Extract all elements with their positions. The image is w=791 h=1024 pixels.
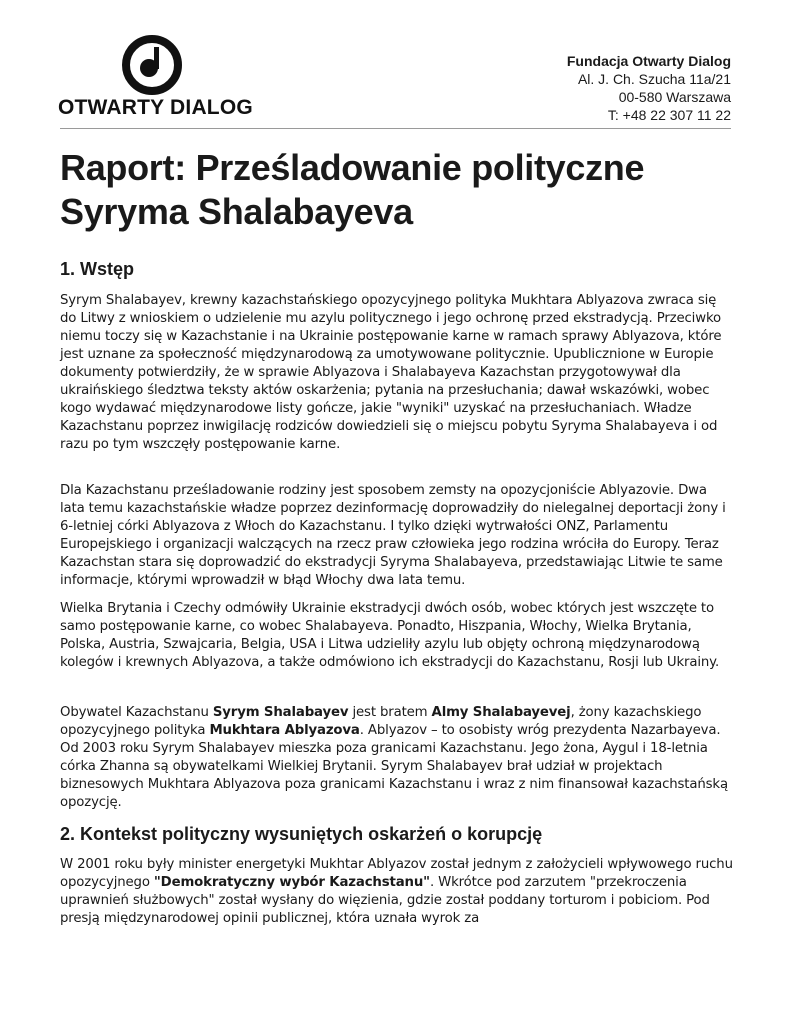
name-syrym-shalabayev: Syrym Shalabayev	[212, 705, 349, 720]
section-heading-introduction: 1. Wstęp	[60, 259, 135, 279]
report-title: Raport: Prześladowanie polityczne Syryma Shalabayeva	[60, 147, 645, 232]
section-heading-political-context: 2. Kontekst polityczny wysuniętych oskarżeń o korupcję	[60, 824, 543, 844]
header-divider	[60, 128, 731, 129]
paragraph-intro-3: Wielka Brytania i Czechy odmówiły Ukrainie ekstradycji dwóch osób, wobec których jest wszczęte to samo postępowanie karne, co wobec Shalabayeva. Ponadto, Hiszpania, Włochy, Wielka Brytania, Polska, Austria, Szwajcaria, Belgia, USA i Litwa udzieliły azylu lub objęty ochroną międzynarodową kolegów i krewnych Ablyazova, a także odmówiono ich ekstradycji do Kazachstanu, Rosji lub Ukrainy.	[60, 601, 720, 670]
address-city: 00-580 Warszawa	[618, 89, 731, 105]
paragraph-intro-4: Obywatel Kazachstanu Syrym Shalabayev jest bratem Almy Shalabayevej, żony kazachskiego opozycyjnego polityka Mukhtara Ablyazova. Ablyazov – to osobisty wróg prezydenta Nazarbayeva. Od 2003 roku Syrym Shalabayev mieszka poza granicami Kazachstanu. Jego żona, Aygul i 18-letnia córka Zhanna są obywatelkami Wielkiej Brytanii. Syrym Shalabayev brał udział w projektach biznesowych Mukhtara Ablyazova poza granicami Kazachstanu i wraz z nim finansował kazachstańską opozycję.	[60, 705, 728, 810]
logo-mark-icon	[121, 34, 183, 96]
paragraph-intro-1: Syrym Shalabayev, krewny kazachstańskiego opozycyjnego polityka Mukhtara Ablyazova zwraca się do Litwy z wnioskiem o udzielenie mu azylu politycznego i jego ochronę przed ekstradycją. Przeciwko niemu toczy się w Kazachstanie i na Ukrainie postępowanie karne w ramach sprawy Ablyazova, które jest uznane za społeczność międzynarodową za umotywowane politycznie. Upublicznione w Europie dokumenty potwierdziły, że w sprawie Ablyazova i Shalabayeva Kazachstan przygotowywał dla ukraińskiego śledztwa teksty aktów oskarżenia; pytania na przesłuchania; dawał wskazówki, wobec kogo wydawać międzynarodowe listy gończe, jakie "wyniki" uzyskać na przesłuchaniach. Władze Kazachstanu poprzez inwigilację rodziców dowiedzieli się o miejscu pobytu Syryma Shalabayeva i od razu po tym wszczęły postępowanie karne.	[60, 293, 722, 452]
address-street: Al. J. Ch. Szucha 11a/21	[577, 71, 731, 87]
logo-wordmark: OTWARTY DIALOG	[58, 96, 253, 119]
phone-number: T: +48 22 307 11 22	[607, 107, 731, 123]
logo	[58, 34, 253, 124]
org-name: Fundacja Otwarty Dialog	[566, 53, 731, 69]
organization-address	[567, 52, 731, 124]
paragraph-intro-2: Dla Kazachstanu prześladowanie rodziny jest sposobem zemsty na opozycjoniście Ablyazovie. Dwa lata temu kazachstańskie władze poprzez dezinformację doprowadziły do nielegalnej deportacji żony i 6-letniej córki Ablyazova z Włoch do Kazachstanu. I tylko dzięki wytrwałości ONZ, Parlamentu Europejskiego i organizacji walczących na rzecz praw człowieka jego rodzina wróciła do Europy. Teraz Kazachstan stara się doprowadzić do ekstradycji Syryma Shalabayeva, przedstawiając Litwie te same informacje, którymi wprowadził w błąd Włochy dwa lata temu.	[60, 483, 726, 588]
movement-name: "Demokratyczny wybór Kazachstanu"	[153, 875, 430, 890]
name-mukhtar-ablyazov: Mukhtara Ablyazova	[209, 723, 360, 738]
name-alma-shalabayeva: Almy Shalabayevej	[431, 705, 571, 720]
paragraph-context-1: W 2001 roku były minister energetyki Mukhtar Ablyazov został jednym z założycieli wpływowego ruchu opozycyjnego "Demokratyczny wybór Kazachstanu". Wkrótce pod zarzutem "przekroczenia uprawnień służbowych" został wysłany do więzienia, gdzie został poddany torturom i pobiciom. Pod presją międzynarodowej opinii publicznej, która uznała wyrok za	[60, 857, 733, 926]
